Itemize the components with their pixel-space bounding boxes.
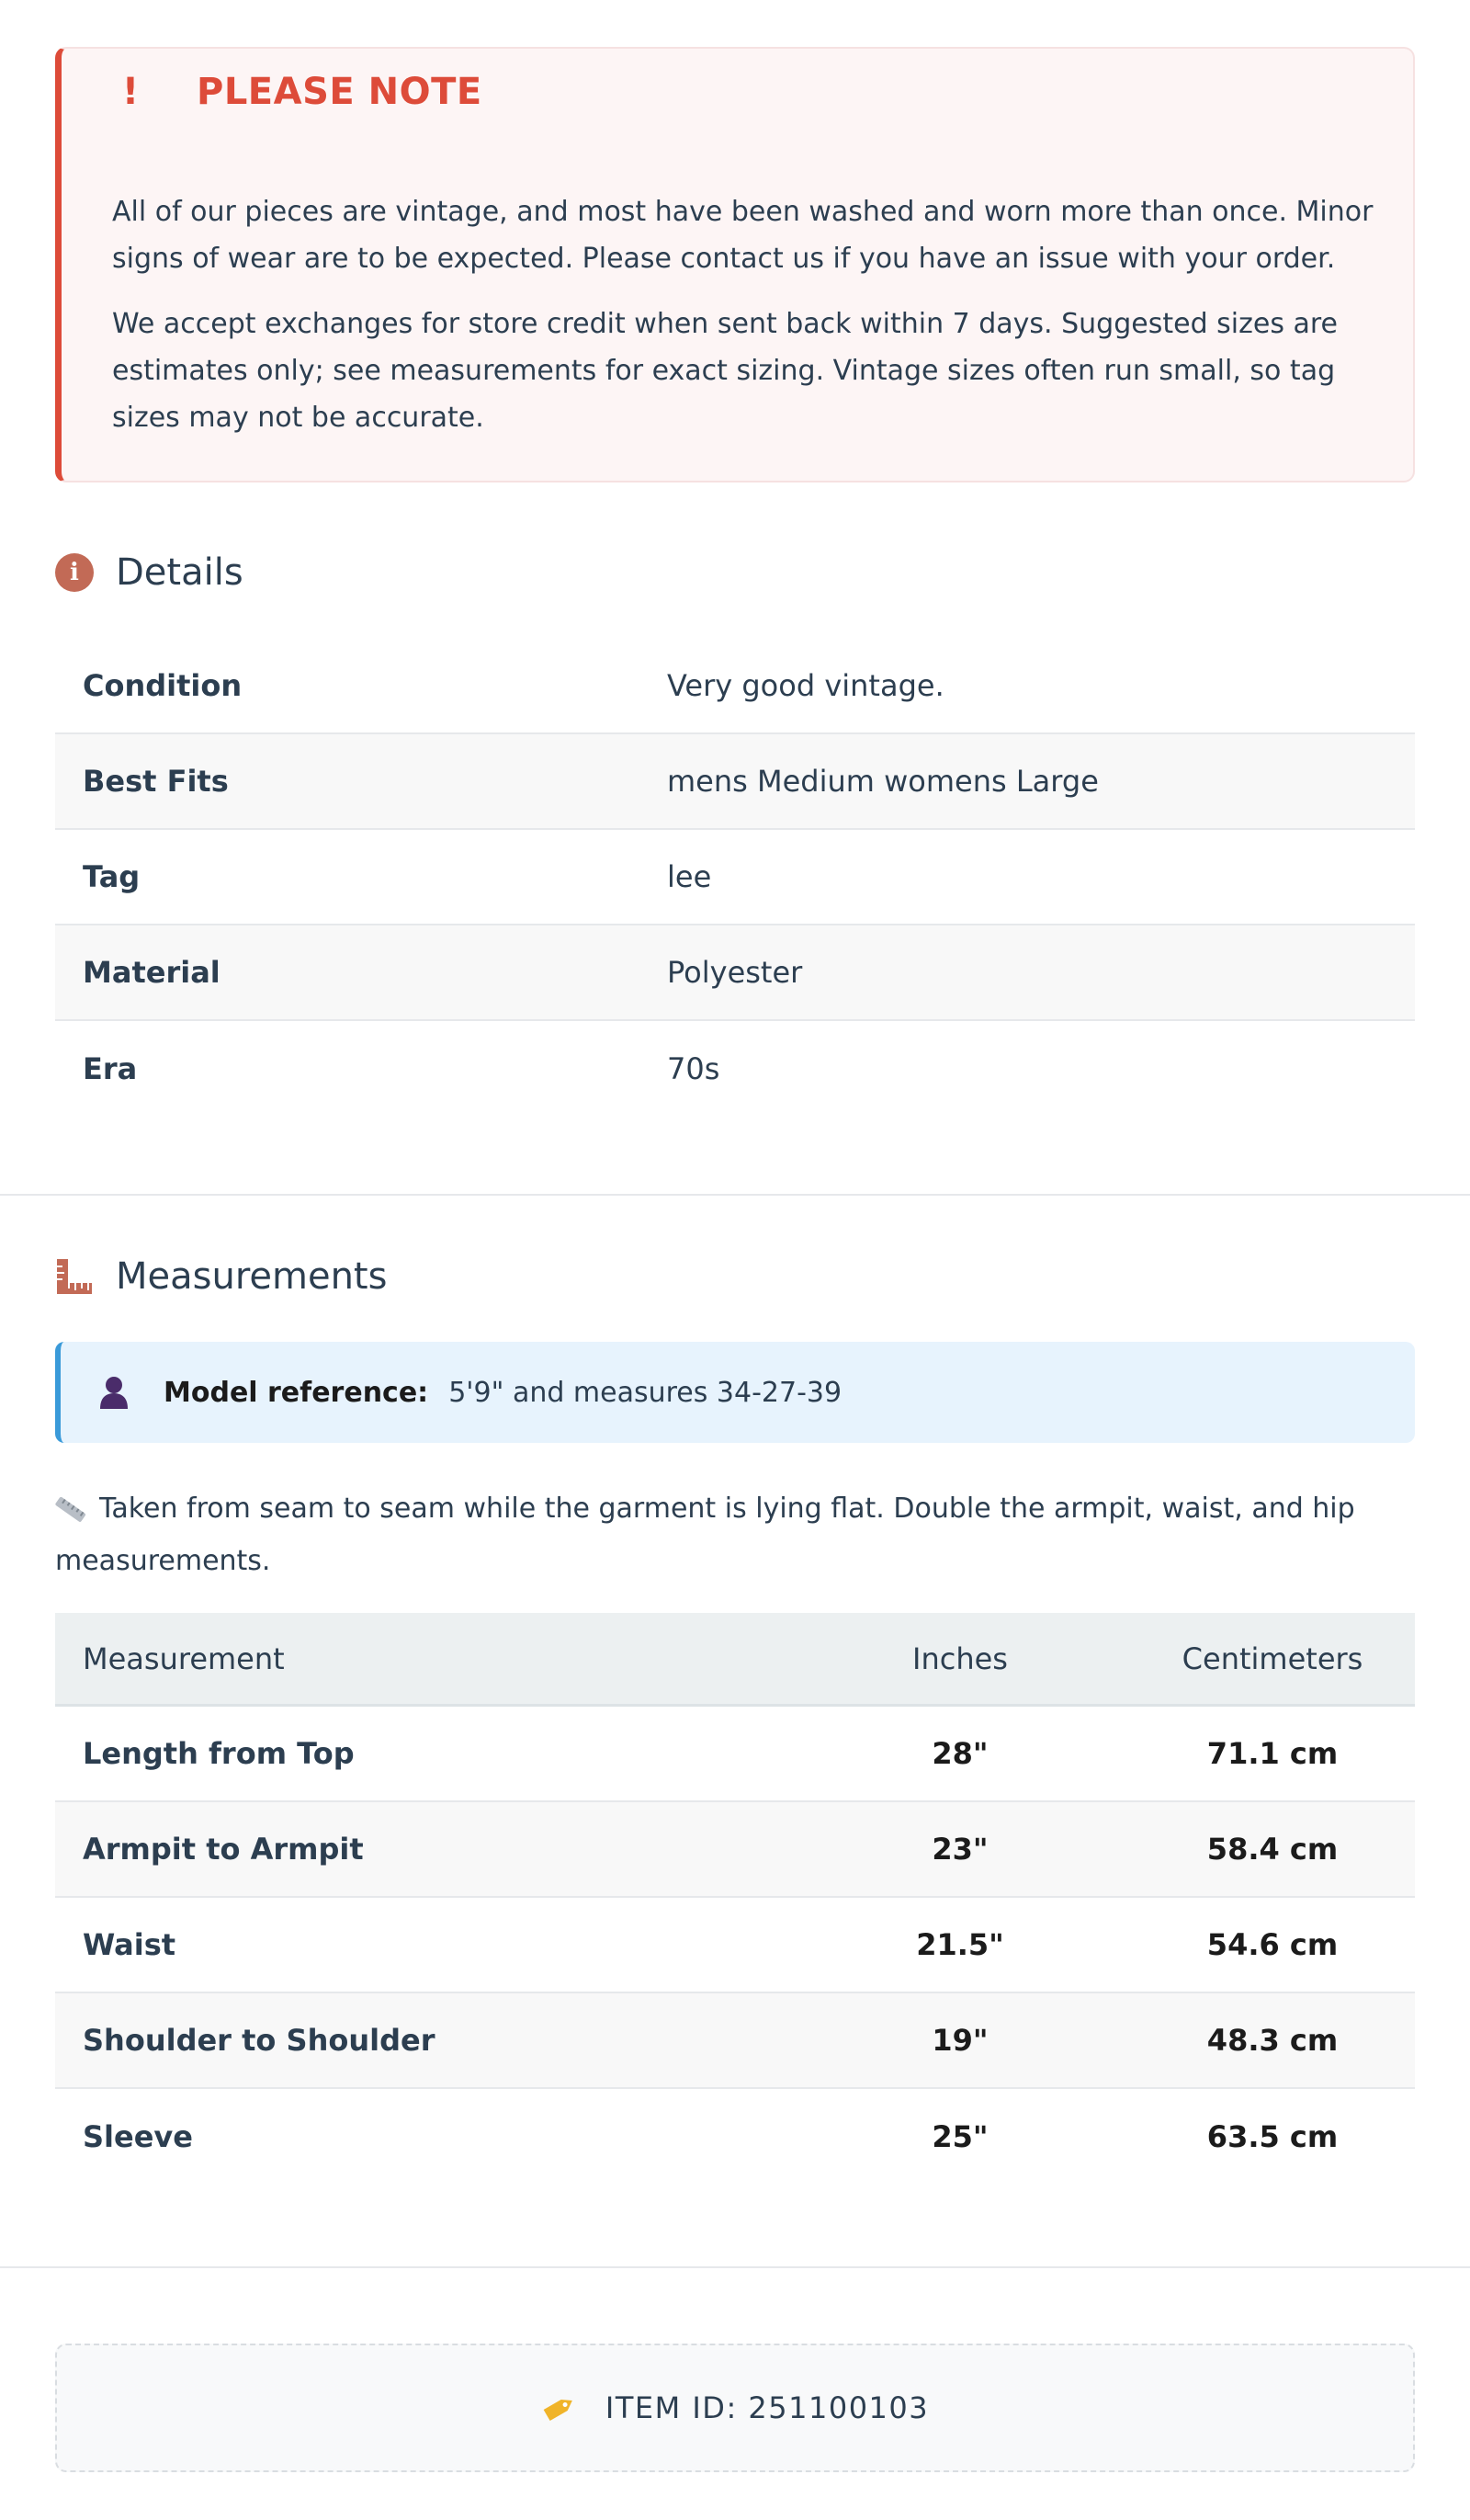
item-id-box [55,2344,1415,2472]
details-value: mens Medium womens Large [667,764,1099,799]
section-divider [0,2266,1470,2268]
details-row [55,830,1415,925]
measurement-inches: 28" [932,1736,989,1771]
measurement-name: Sleeve [83,2119,193,2154]
measurement-cm: 54.6 cm [1206,1927,1339,1962]
details-row [55,925,1415,1021]
model-reference-label: Model reference: [164,1376,429,1409]
details-heading [55,551,243,594]
table-row [55,1898,1415,1993]
details-value: lee [667,859,712,894]
measurement-cm: 71.1 cm [1206,1736,1339,1771]
table-row [55,2089,1415,2185]
measurement-name: Armpit to Armpit [83,1832,364,1867]
straight-ruler-icon [55,1491,86,1538]
details-row [55,734,1415,830]
note-title: PLEASE NOTE [197,71,482,113]
measurement-name: Length from Top [83,1736,355,1771]
column-header: Measurement [83,1640,285,1676]
person-icon [97,1375,130,1410]
column-header: Centimeters [1182,1640,1363,1676]
measurement-inches: 25" [932,2119,989,2154]
details-title: Details [116,551,243,594]
note-paragraph-2: We accept exchanges for store credit when sent back within 7 days. Suggested sizes are estimates only; see measurements for exact sizing. Vintage sizes often run small, so tag sizes may not be accurate. [112,308,1339,434]
column-header: Inches [912,1640,1008,1676]
details-label: Tag [83,859,141,894]
details-label: Best Fits [83,764,229,799]
details-value: 70s [667,1051,720,1086]
measurement-inches: 23" [932,1832,989,1867]
measurements-heading [55,1255,387,1298]
measurement-note-text: Taken from seam to seam while the garment is lying flat. Double the armpit, waist, and hip measurements. [55,1493,1355,1577]
model-reference-box [55,1342,1415,1443]
model-reference-value: 5'9" and measures 34-27-39 [448,1376,842,1409]
details-value: Very good vintage. [667,668,944,703]
please-note-box [55,47,1415,482]
note-header [112,71,482,113]
details-label: Material [83,955,220,990]
details-row [55,1021,1415,1117]
note-paragraph-1: All of our pieces are vintage, and most have been washed and worn more than once. Minor signs of wear are to be expected. Please contact us if you have an issue with your order. [112,196,1374,275]
measurement-cm: 63.5 cm [1206,2119,1339,2154]
table-header-row [55,1613,1415,1707]
measurement-cm: 58.4 cm [1206,1832,1339,1867]
details-label: Era [83,1051,138,1086]
table-row [55,1707,1415,1802]
measurements-title: Measurements [116,1255,388,1298]
measurement-name: Waist [83,1927,176,1962]
table-row [55,1993,1415,2089]
measurements-table [55,1613,1415,2185]
measurement-name: Shoulder to Shoulder [83,2023,435,2058]
details-row [55,639,1415,734]
info-icon: i [55,553,94,592]
details-table [55,639,1415,1117]
measurement-inches: 21.5" [916,1927,1004,1962]
measurement-inches: 19" [932,2023,989,2058]
measurement-note [55,1485,1378,1584]
table-row [55,1802,1415,1898]
item-id-text: ITEM ID: 251100103 [605,2390,930,2425]
section-divider [0,1194,1470,1196]
exclamation-icon: ! [121,71,140,113]
details-value: Polyester [667,955,803,990]
measurement-cm: 48.3 cm [1206,2023,1339,2058]
ruler-icon [55,1257,94,1296]
details-label: Condition [83,668,243,703]
tag-icon [541,2392,578,2424]
